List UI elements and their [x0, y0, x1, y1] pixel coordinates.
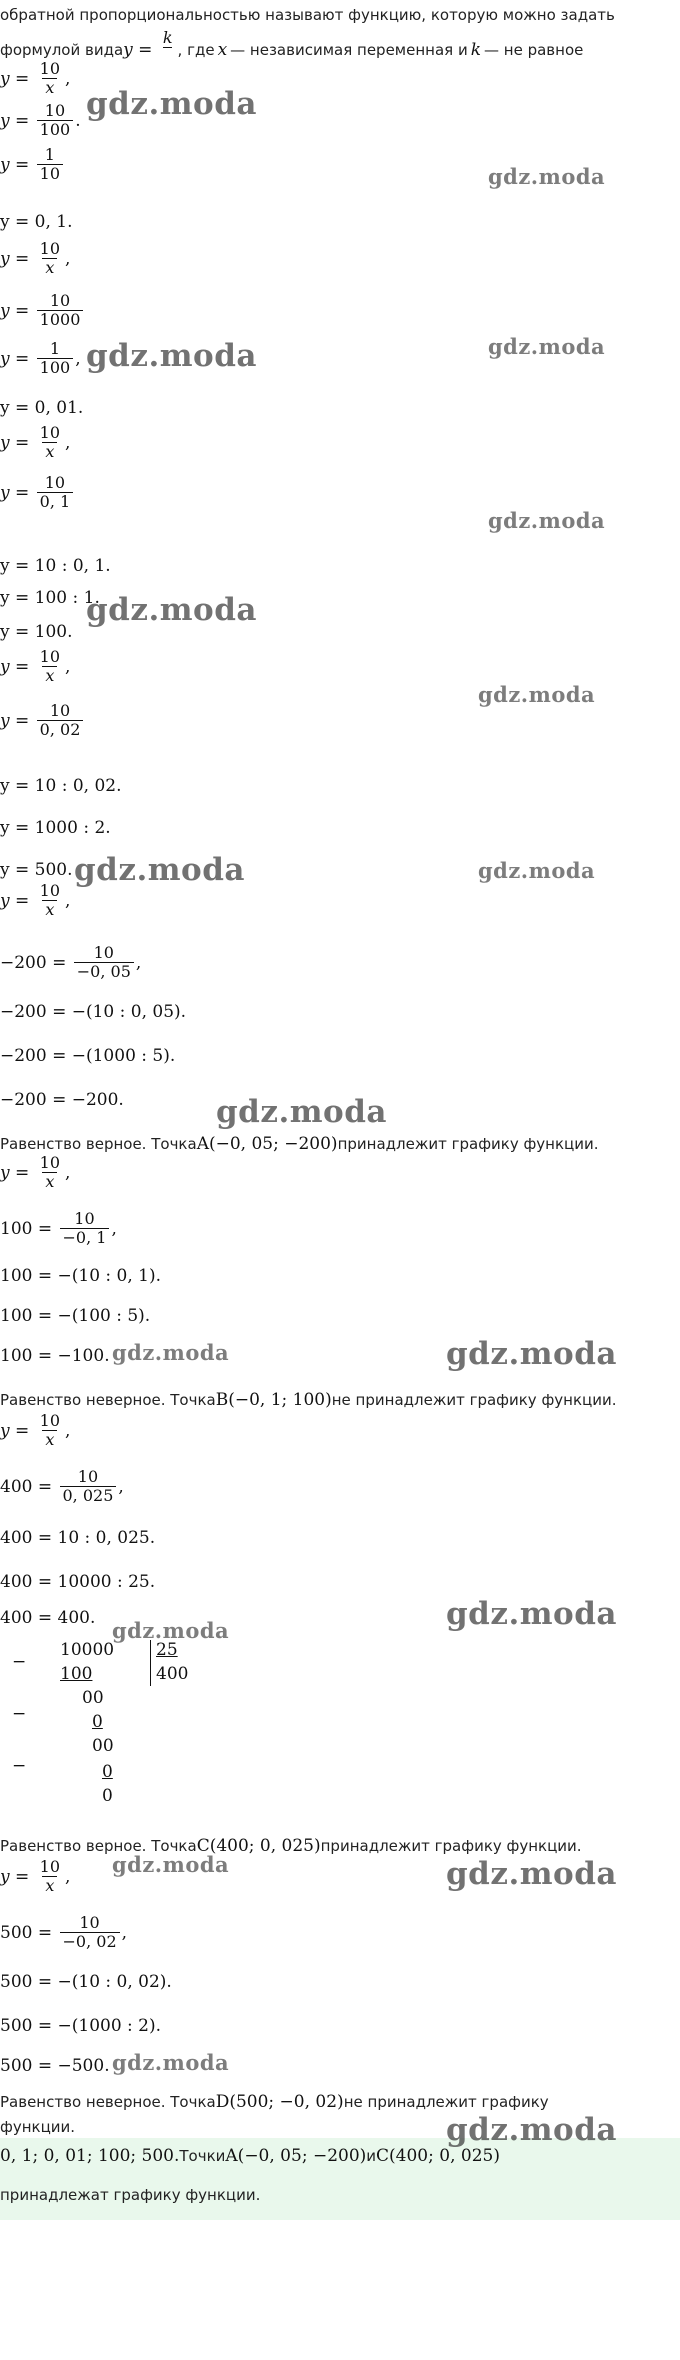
check-b-eq-1: 100 = $\frac{10}{-0, 1}$ ,	[0, 1209, 117, 1247]
conclusion-text-end: не принадлежит графику функции.	[331, 1391, 617, 1409]
watermark: gdz.moda	[86, 338, 257, 374]
frac-den: −0, 05	[74, 962, 134, 981]
frac-num: 10	[49, 701, 71, 720]
watermark: gdz.moda	[216, 1094, 387, 1130]
eq-step-6	[0, 292, 85, 329]
var-y: y	[0, 1162, 10, 1183]
eq-sign: =	[9, 1162, 35, 1183]
answer-conj: и	[366, 2147, 377, 2165]
fraction	[37, 340, 74, 377]
eq-sign: =	[132, 40, 158, 60]
watermark: gdz.moda	[86, 86, 257, 122]
check-a-conclusion	[0, 1134, 599, 1154]
point-b: B(−0, 1; 100)	[215, 1390, 332, 1410]
final-remainder: 0	[102, 1786, 113, 1806]
eq-sign: =	[9, 1866, 35, 1887]
var-k: k	[470, 40, 482, 60]
eq-y-10-over-x-6: y = $\frac{10}{x}$ ,	[0, 1153, 71, 1191]
eq-y-10-over-x-4: y = $\frac{10}{x}$ ,	[0, 647, 71, 685]
eq-step-7: y = $\frac{1}{100}$ ,	[0, 339, 81, 377]
eq-sign: =	[9, 1420, 35, 1441]
frac-num: 10	[77, 1467, 99, 1486]
frac-num: 10	[39, 881, 61, 900]
watermark: gdz.moda	[488, 508, 606, 533]
frac-den: 10	[37, 164, 63, 183]
frac-den: −0, 02	[60, 1932, 120, 1951]
check-b-eq-3: 100 = −(100 : 5).	[0, 1306, 151, 1326]
frac-den: 100	[37, 120, 74, 139]
frac-den: x	[42, 78, 57, 97]
frac-num: 1	[44, 145, 55, 164]
frac-den: x	[42, 666, 57, 685]
point-d: D(500; −0, 02)	[215, 2092, 344, 2112]
subtrahend-2: 0	[92, 1712, 103, 1732]
subtrahend-3: 0	[102, 1762, 113, 1782]
frac-num: 10	[39, 1411, 61, 1430]
var-y: y	[0, 154, 10, 175]
minus-1: −	[12, 1652, 27, 1672]
check-c-eq-4: 400 = 400.	[0, 1608, 96, 1628]
check-a-eq-3: −200 = −(1000 : 5).	[0, 1046, 176, 1066]
eq-step-10	[0, 474, 75, 511]
var-y: y	[0, 248, 10, 269]
fraction	[37, 292, 84, 329]
eq-step-2: y = $\frac{10}{100}$ .	[0, 101, 81, 139]
remainder-1: 00	[82, 1688, 104, 1708]
check-b-eq-4: 100 = −100.	[0, 1346, 110, 1366]
watermark: gdz.moda	[478, 858, 596, 883]
var-y: y	[0, 1866, 10, 1887]
frac-num: 10	[39, 239, 61, 258]
eq-sign: =	[9, 890, 35, 911]
fraction	[37, 1858, 63, 1895]
eq-y-10-over-x-5: y = $\frac{10}{x}$ ,	[0, 881, 71, 919]
frac-den: x	[42, 1430, 57, 1449]
eq-sign: =	[9, 68, 35, 89]
answer-point-a: A(−0, 05; −200)	[225, 2146, 367, 2166]
fraction	[37, 474, 74, 511]
answer-point-c: C(400; 0, 025)	[376, 2146, 500, 2166]
fraction	[37, 882, 63, 919]
point-a: A(−0, 05; −200)	[196, 1134, 338, 1154]
quotient: 400	[156, 1664, 189, 1684]
var-y: y	[0, 68, 10, 89]
point-c: C(400; 0, 025)	[196, 1836, 321, 1856]
var-x: x	[217, 40, 228, 60]
frac-num: 10	[79, 1913, 100, 1932]
check-d-eq-4: 500 = −500.	[0, 2056, 110, 2076]
eq-sign: =	[9, 432, 35, 453]
watermark: gdz.moda	[488, 164, 606, 189]
watermark: gdz.moda	[112, 1852, 230, 1877]
frac-den: 0, 1	[37, 492, 74, 511]
fraction	[37, 60, 63, 97]
fraction	[37, 146, 63, 183]
frac-num: 10	[44, 473, 66, 492]
eq-sign: =	[9, 656, 35, 677]
conclusion-text-end: не принадлежит графику	[343, 2093, 549, 2111]
frac-den	[163, 47, 172, 54]
check-d-conclusion-cont: функции.	[0, 2118, 76, 2136]
answer-line-1	[0, 2146, 500, 2166]
frac-num: 1	[49, 339, 61, 358]
watermark: gdz.moda	[488, 334, 606, 359]
fraction	[37, 240, 63, 277]
watermark: gdz.moda	[446, 1596, 617, 1632]
check-c-eq-2: 400 = 10 : 0, 025.	[0, 1528, 156, 1548]
fraction	[37, 102, 74, 139]
answer-line-2: принадлежат графику функции.	[0, 2186, 261, 2204]
fraction	[37, 702, 84, 739]
frac-num: 10	[39, 1857, 61, 1876]
frac-den: −0, 1	[60, 1228, 110, 1247]
var-y: y	[0, 348, 10, 369]
eq-step-17: y = 1000 : 2.	[0, 818, 111, 838]
frac-num: 10	[74, 1209, 95, 1228]
frac-den: x	[42, 258, 57, 277]
fraction	[74, 944, 134, 981]
eq-y-10-over-x-3: y = $\frac{10}{x}$ ,	[0, 423, 71, 461]
conclusion-text-end: принадлежит графику функции.	[337, 1135, 599, 1153]
watermark: gdz.moda	[74, 852, 245, 888]
var-y: y	[0, 656, 10, 677]
remainder-2: 00	[92, 1736, 114, 1756]
fraction	[60, 1210, 110, 1247]
check-c-conclusion	[0, 1836, 582, 1856]
eq-step-15	[0, 702, 85, 739]
frac-den: 0, 025	[60, 1486, 117, 1505]
watermark: gdz.moda	[112, 1618, 230, 1643]
eq-step-18: y = 500.	[0, 860, 73, 880]
formula-inline	[123, 27, 177, 60]
watermark: gdz.moda	[86, 592, 257, 628]
conclusion-text: Равенство неверное. Точка	[0, 1391, 216, 1409]
answer-box	[0, 2138, 680, 2220]
fraction	[37, 1154, 63, 1191]
var-y: y	[0, 710, 10, 731]
fraction	[37, 1412, 63, 1449]
watermark: gdz.moda	[446, 1336, 617, 1372]
check-d-eq-3: 500 = −(1000 : 2).	[0, 2016, 162, 2036]
eq-step-3	[0, 146, 65, 183]
eq-sign: =	[9, 710, 35, 731]
eq-sign: =	[9, 110, 35, 131]
eq-sign: =	[9, 300, 35, 321]
frac-num: 10	[49, 291, 71, 310]
minus-3: −	[12, 1756, 27, 1776]
var-y: y	[0, 432, 10, 453]
fraction-k-over-x	[160, 29, 176, 54]
division-bar-vertical	[150, 1640, 151, 1686]
var-y: y	[0, 1420, 10, 1441]
frac-den: 0, 02	[37, 720, 84, 739]
frac-num: 10	[39, 1153, 61, 1172]
subtrahend-1: 100	[60, 1664, 93, 1684]
conclusion-text-end: принадлежит графику функции.	[320, 1837, 582, 1855]
intro-text-d: — не равное	[484, 41, 584, 59]
check-b-eq-2: 100 = −(10 : 0, 1).	[0, 1266, 162, 1286]
check-c-eq-1: 400 = $\frac{10}{0, 025}$ ,	[0, 1467, 124, 1505]
frac-den: 100	[37, 358, 74, 377]
eq-y-10-over-x-1: y = $\frac{10}{x}$ ,	[0, 59, 71, 97]
eq-sign: =	[9, 348, 35, 369]
check-a-eq-4: −200 = −200.	[0, 1090, 124, 1110]
dividend: 10000	[60, 1640, 115, 1660]
lhs: 500 =	[0, 1922, 58, 1943]
var-y: y	[0, 482, 10, 503]
intro-text-a: формулой вида	[0, 41, 124, 59]
frac-den: 1000	[37, 310, 84, 329]
frac-num: 10	[39, 59, 61, 78]
frac-num: 10	[44, 101, 66, 120]
eq-y-10-over-x-2: y = $\frac{10}{x}$ ,	[0, 239, 71, 277]
lhs: 100 =	[0, 1218, 58, 1239]
eq-step-12: y = 100 : 1.	[0, 588, 100, 608]
eq-step-11: y = 10 : 0, 1.	[0, 556, 111, 576]
frac-num: k	[162, 27, 173, 47]
answer-text: Точки	[179, 2147, 226, 2165]
check-a-eq-1: −200 = $\frac{10}{-0, 05}$ ,	[0, 943, 142, 981]
eq-step-8: y = 0, 01.	[0, 398, 84, 418]
var-y: y	[0, 890, 10, 911]
lhs: −200 =	[0, 952, 72, 973]
eq-y-10-over-x-8: y = $\frac{10}{x}$ ,	[0, 1857, 71, 1895]
frac-den: x	[42, 442, 57, 461]
eq-sign: =	[9, 482, 35, 503]
check-d-eq-2: 500 = −(10 : 0, 02).	[0, 1972, 172, 1992]
frac-num: 10	[93, 943, 114, 962]
check-d-conclusion	[0, 2092, 549, 2112]
fraction	[37, 648, 63, 685]
intro-text-b: , где	[177, 41, 215, 59]
intro-text-c: — независимая переменная и	[230, 41, 468, 59]
minus-2: −	[12, 1704, 27, 1724]
conclusion-text: Равенство верное. Точка	[0, 1135, 197, 1153]
answer-values: 0, 1; 0, 01; 100; 500.	[0, 2146, 180, 2166]
frac-den: x	[42, 900, 57, 919]
watermark: gdz.moda	[478, 682, 596, 707]
fraction	[60, 1914, 120, 1951]
frac-den: x	[42, 1172, 57, 1191]
eq-y-10-over-x-7: y = $\frac{10}{x}$ ,	[0, 1411, 71, 1449]
intro-line-2	[0, 27, 584, 60]
eq-step-4: y = 0, 1.	[0, 212, 73, 232]
frac-num: 10	[39, 423, 61, 442]
conclusion-text: Равенство верное. Точка	[0, 1837, 197, 1855]
eq-step-13: y = 100.	[0, 622, 73, 642]
eq-step-16: y = 10 : 0, 02.	[0, 776, 122, 796]
check-d-eq-1: 500 = $\frac{10}{-0, 02}$ ,	[0, 1913, 128, 1951]
fraction	[60, 1468, 117, 1505]
watermark: gdz.moda	[446, 1856, 617, 1892]
frac-num: 10	[39, 647, 61, 666]
watermark: gdz.moda	[112, 2050, 230, 2075]
var-y: y	[0, 110, 10, 131]
var-y: y	[0, 300, 10, 321]
check-b-conclusion	[0, 1390, 617, 1410]
var-y: y	[123, 40, 133, 60]
divisor: 25	[156, 1640, 178, 1660]
eq-sign: =	[9, 154, 35, 175]
intro-line-1: обратной пропорциональностью называют функцию, которую можно задать	[0, 6, 615, 24]
check-c-eq-3: 400 = 10000 : 25.	[0, 1572, 156, 1592]
check-a-eq-2: −200 = −(10 : 0, 05).	[0, 1002, 187, 1022]
frac-den: x	[42, 1876, 57, 1895]
watermark: gdz.moda	[446, 2112, 617, 2148]
watermark: gdz.moda	[112, 1340, 230, 1365]
conclusion-text: Равенство неверное. Точка	[0, 2093, 216, 2111]
lhs: 400 =	[0, 1476, 58, 1497]
eq-sign: =	[9, 248, 35, 269]
fraction	[37, 424, 63, 461]
